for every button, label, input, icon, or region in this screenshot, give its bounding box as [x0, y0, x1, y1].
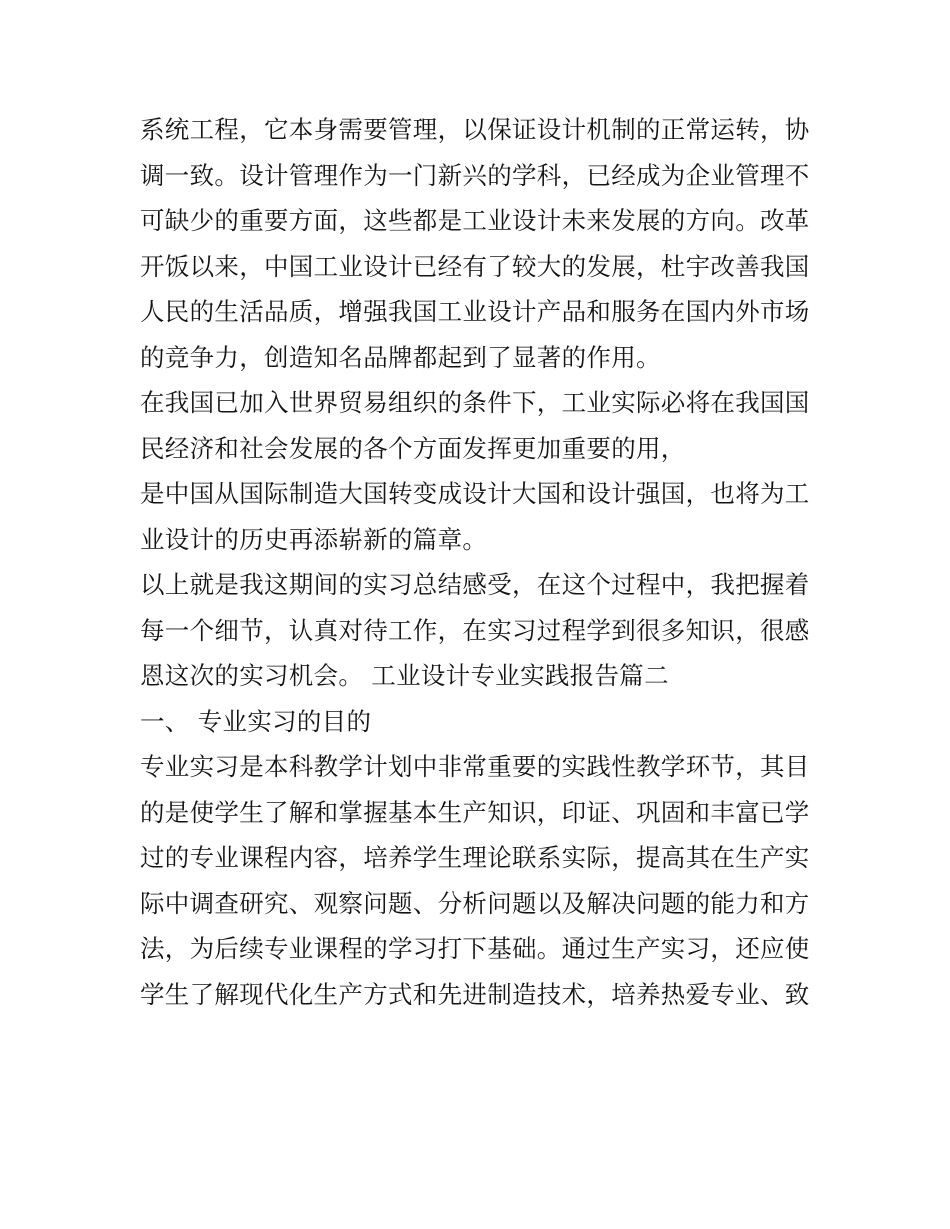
section-heading: 一、 专业实习的目的 [140, 706, 372, 736]
text-line: 过的专业课程内容，培养学生理论联系实际，提高其在生产实 [140, 843, 810, 872]
text-line: 是中国从国际制造大国转变成设计大国和设计强国，也将为工 [140, 479, 810, 508]
text-line: 系统工程，它本身需要管理，以保证设计机制的正常运转，协 [140, 115, 810, 144]
text-line: 人民的生活品质，增强我国工业设计产品和服务在国内外市场 [140, 297, 810, 326]
text-line: 民经济和社会发展的各个方面发挥更加重要的用， [140, 433, 686, 463]
text-line: 际中调查研究、观察问题、分析问题以及解决问题的能力和方 [140, 888, 810, 918]
text-line: 业设计的历史再添崭新的篇章。 [140, 524, 488, 554]
text-line: 法，为后续专业课程的学习打下基础。通过生产实习，还应使 [140, 934, 810, 963]
text-line: 在我国已加入世界贸易组织的条件下，工业实际必将在我国国 [140, 388, 810, 417]
document-body [140, 107, 820, 1017]
text-line: 调一致。设计管理作为一门新兴的学科，已经成为企业管理不 [140, 160, 810, 190]
text-line: 每一个细节，认真对待工作，在实习过程学到很多知识，很感 [140, 615, 810, 645]
text-line: 以上就是我这期间的实习总结感受，在这个过程中，我把握着 [140, 570, 810, 599]
text-line: 开饭以来，中国工业设计已经有了较大的发展，杜宇改善我国 [140, 251, 810, 281]
text-line: 恩这次的实习机会。 工业设计专业实践报告篇二 [140, 661, 669, 690]
text-line: 可缺少的重要方面，这些都是工业设计未来发展的方向。改革 [140, 206, 810, 235]
text-line: 学生了解现代化生产方式和先进制造技术，培养热爱专业、致 [140, 979, 810, 1009]
text-line: 的竞争力，创造知名品牌都起到了显著的作用。 [140, 342, 661, 372]
text-line: 的是使学生了解和掌握基本生产知识，印证、巩固和丰富已学 [140, 797, 810, 827]
text-line: 专业实习是本科教学计划中非常重要的实践性教学环节，其目 [140, 752, 810, 781]
